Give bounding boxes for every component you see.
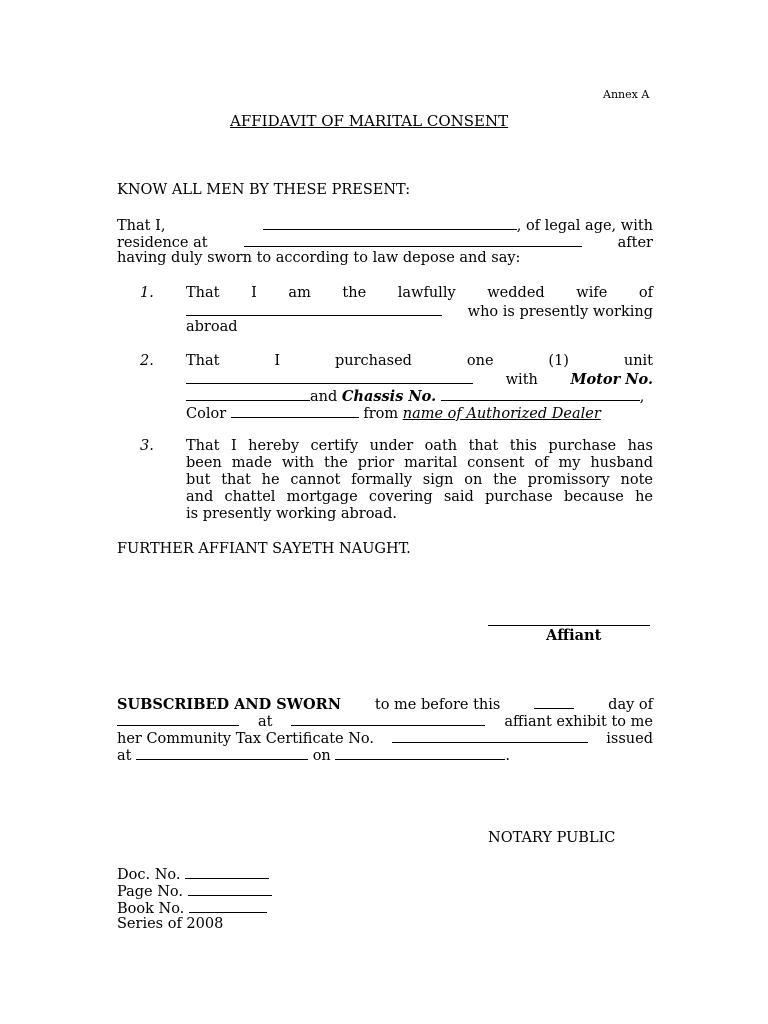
- jurat-text: .: [505, 748, 510, 764]
- item-text: with: [505, 372, 538, 388]
- preamble: KNOW ALL MEN BY THESE PRESENT:: [117, 182, 411, 198]
- intro-text: residence at: [117, 235, 208, 251]
- annex-label: Annex A: [603, 88, 650, 101]
- page-no-label: Page No.: [117, 884, 183, 900]
- affiant-label: Affiant: [546, 627, 602, 644]
- issued-on-blank: [335, 746, 505, 760]
- day-blank: [534, 695, 574, 709]
- item-text: and: [310, 389, 338, 405]
- motor-no-blank: [186, 387, 310, 401]
- jurat-text: at: [117, 748, 132, 764]
- item-3-line: and chattel mortgage covering said purchase because he: [186, 489, 653, 505]
- notary-public-label: NOTARY PUBLIC: [488, 830, 616, 846]
- doc-no-blank: [185, 865, 269, 879]
- motor-no-label: Motor No.: [570, 371, 653, 388]
- residence-blank: [244, 233, 582, 247]
- book-no-label: Book No.: [117, 901, 185, 917]
- document-title: AFFIDAVIT OF MARITAL CONSENT: [230, 112, 509, 130]
- jurat-line-4: [117, 746, 510, 765]
- jurat-text: issued: [606, 731, 653, 747]
- item-text: from: [363, 406, 399, 422]
- further-affiant: FURTHER AFFIANT SAYETH NAUGHT.: [117, 541, 411, 557]
- item-number: 2.: [140, 353, 154, 369]
- month-blank: [117, 712, 239, 726]
- chassis-no-blank: [441, 387, 640, 401]
- item-1-line-2: [186, 302, 653, 321]
- intro-text: after: [617, 235, 653, 251]
- item-text: who is presently working: [467, 304, 653, 320]
- item-3-line: been made with the prior marital consent of my husband: [186, 455, 653, 471]
- item-2-line-1: That I purchased one (1) unit: [186, 353, 653, 369]
- series-label: Series of 2008: [117, 916, 224, 932]
- item-text: ,: [639, 389, 645, 405]
- dealer-name: name of Authorized Dealer: [402, 406, 601, 422]
- affiant-signature-line: [488, 625, 650, 626]
- item-1-line-3: abroad: [186, 319, 238, 335]
- ctc-no-blank: [392, 729, 588, 743]
- item-3-line: but that he cannot formally sign on the promissory note: [186, 472, 653, 488]
- color-blank: [231, 404, 359, 418]
- jurat-text: at: [257, 714, 273, 730]
- jurat-heading: SUBSCRIBED AND SWORN: [117, 696, 341, 713]
- page-no-blank: [188, 882, 272, 896]
- item-3-line: That I hereby certify under oath that this purchase has: [186, 438, 653, 454]
- name-blank: [263, 216, 517, 230]
- item-number: 1.: [140, 285, 154, 301]
- item-3-line: is presently working abroad.: [186, 506, 397, 522]
- jurat-text: to me before this: [374, 697, 501, 713]
- vehicle-blank: [186, 370, 473, 384]
- intro-text: That I,: [117, 218, 166, 234]
- doc-no-label: Doc. No.: [117, 867, 181, 883]
- chassis-no-label: Chassis No.: [341, 388, 437, 405]
- item-text: Color: [186, 406, 227, 422]
- book-no-blank: [189, 899, 267, 913]
- jurat-text: day of: [608, 697, 653, 713]
- issued-at-blank: [136, 746, 308, 760]
- jurat-text: on: [312, 748, 331, 764]
- jurat-text: her Community Tax Certificate No.: [117, 731, 374, 747]
- item-2-line-4: [186, 404, 601, 423]
- intro-line-3: having duly sworn to according to law depose and say:: [117, 250, 521, 266]
- husband-name-blank: [186, 302, 442, 316]
- jurat-text: affiant exhibit to me: [504, 714, 653, 730]
- item-1-line-1: That I am the lawfully wedded wife of: [186, 285, 653, 301]
- place-blank: [291, 712, 485, 726]
- intro-text: , of legal age, with: [516, 218, 653, 234]
- item-number: 3.: [140, 438, 154, 454]
